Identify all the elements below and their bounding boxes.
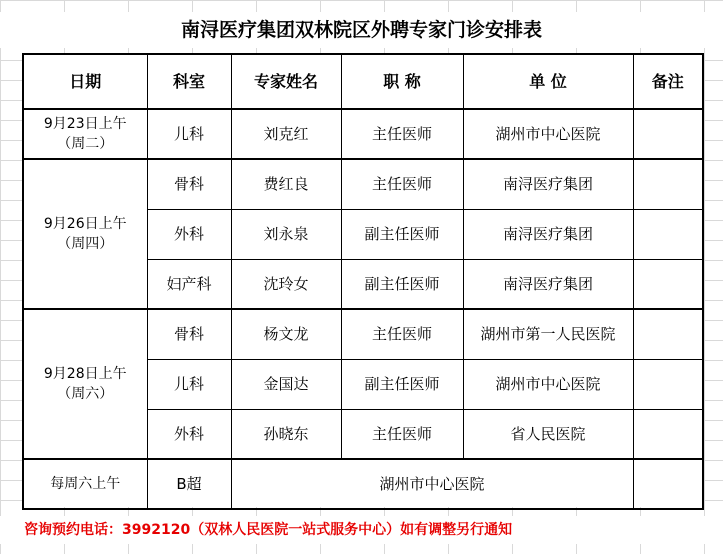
unit-cell: 南浔医疗集团: [463, 209, 633, 259]
expert-cell: 刘永泉: [231, 209, 341, 259]
department-cell: 外科: [147, 409, 231, 459]
expert-cell: 沈玲女: [231, 259, 341, 309]
department-cell: 外科: [147, 209, 231, 259]
date-cell: [23, 109, 147, 159]
weekday-line: （周二）: [57, 136, 114, 152]
table-row: [23, 109, 703, 159]
position-cell: 副主任医师: [341, 259, 463, 309]
unit-cell: 南浔医疗集团: [463, 259, 633, 309]
date-cell: [23, 159, 147, 309]
date-line: 9月26日上午: [43, 216, 127, 232]
remark-cell: [633, 159, 703, 209]
department-cell: B超: [147, 459, 231, 509]
remark-cell: [633, 359, 703, 409]
date-line: 9月23日上午: [43, 116, 127, 132]
table-row-weekly: [23, 459, 703, 509]
schedule-sheet: [22, 53, 702, 507]
position-cell: 副主任医师: [341, 359, 463, 409]
remark-cell: [633, 209, 703, 259]
header-unit: 单 位: [463, 54, 633, 109]
department-cell: 儿科: [147, 359, 231, 409]
department-cell: 骨科: [147, 159, 231, 209]
header-remark: 备注: [633, 54, 703, 109]
expert-cell: 杨文龙: [231, 309, 341, 359]
page-title: 南浔医疗集团双林院区外聘专家门诊安排表: [0, 12, 723, 48]
remark-cell: [633, 109, 703, 159]
unit-cell: 湖州市中心医院: [463, 359, 633, 409]
contact-notice: 咨询预约电话：3992120（双林人民医院一站式服务中心）如有调整另行通知: [0, 516, 723, 544]
remark-cell: [633, 459, 703, 509]
unit-cell: 南浔医疗集团: [463, 159, 633, 209]
unit-cell: 湖州市中心医院: [463, 109, 633, 159]
table-row: [23, 159, 703, 209]
department-cell: 骨科: [147, 309, 231, 359]
department-cell: 妇产科: [147, 259, 231, 309]
header-expert: 专家姓名: [231, 54, 341, 109]
position-cell: 主任医师: [341, 159, 463, 209]
weekday-line: （周六）: [57, 386, 114, 402]
expert-cell: 孙晓东: [231, 409, 341, 459]
expert-cell: 费红良: [231, 159, 341, 209]
date-cell: [23, 309, 147, 459]
unit-cell: 湖州市中心医院: [231, 459, 633, 509]
department-cell: 儿科: [147, 109, 231, 159]
expert-cell: 金国达: [231, 359, 341, 409]
expert-cell: 刘克红: [231, 109, 341, 159]
position-cell: 主任医师: [341, 309, 463, 359]
unit-cell: 湖州市第一人民医院: [463, 309, 633, 359]
unit-cell: 省人民医院: [463, 409, 633, 459]
weekday-line: （周四）: [57, 236, 114, 252]
date-cell: 每周六上午: [23, 459, 147, 509]
header-date: 日期: [23, 54, 147, 109]
table-row: [23, 309, 703, 359]
header-row: [23, 54, 703, 109]
position-cell: 主任医师: [341, 109, 463, 159]
date-line: 9月28日上午: [43, 366, 127, 382]
header-position: 职 称: [341, 54, 463, 109]
position-cell: 副主任医师: [341, 209, 463, 259]
remark-cell: [633, 309, 703, 359]
remark-cell: [633, 409, 703, 459]
header-department: 科室: [147, 54, 231, 109]
remark-cell: [633, 259, 703, 309]
position-cell: 主任医师: [341, 409, 463, 459]
schedule-table: [22, 53, 704, 510]
